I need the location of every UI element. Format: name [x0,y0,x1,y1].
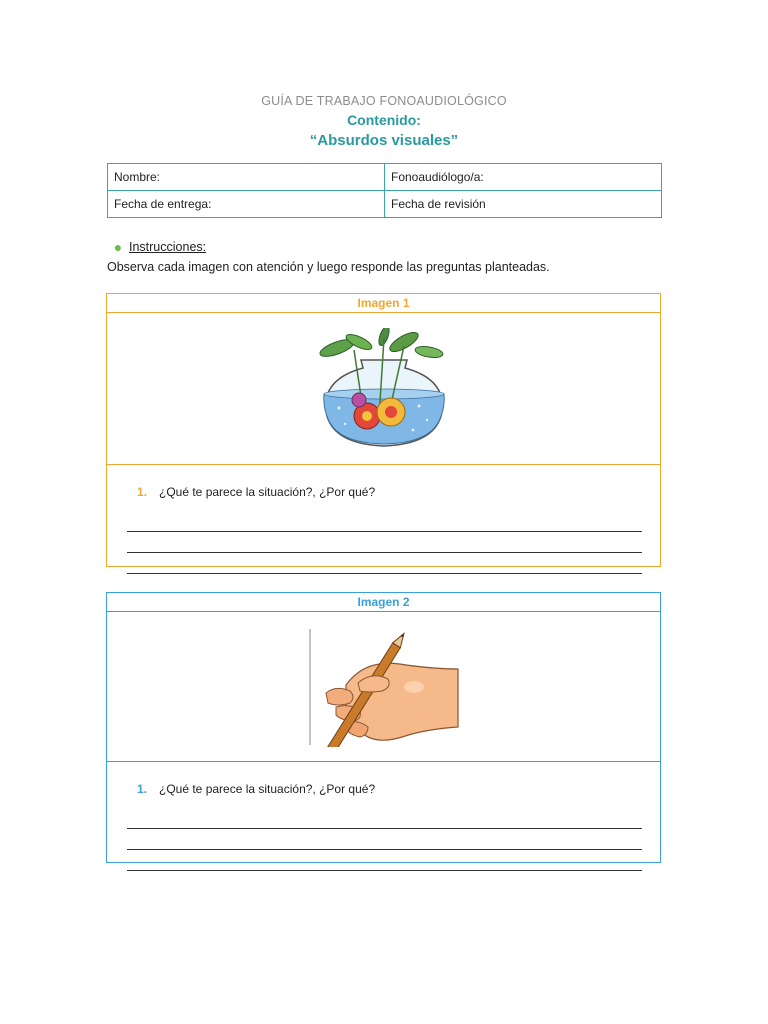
hand-holding-pencil-icon [306,627,462,747]
question-number: 1. [137,782,148,796]
instructions-title: Instrucciones: [129,240,207,254]
page-title: “Absurdos visuales” [309,132,459,149]
name-field[interactable]: Nombre: [108,164,385,191]
image-card-2 [106,592,661,863]
question-section [107,762,660,871]
question-section [107,465,660,574]
delivery-date-field[interactable]: Fecha de entrega: [108,191,385,218]
table-row [108,191,662,218]
answer-line[interactable] [127,553,642,574]
question-text: ¿Qué te parece la situación?, ¿Por qué? [159,485,376,499]
answer-line[interactable] [127,850,642,871]
answer-line[interactable] [127,808,642,829]
card-header: Imagen 1 [107,294,660,313]
header [0,92,768,152]
question-number: 1. [137,485,148,499]
student-info-table [107,163,662,218]
review-date-field[interactable]: Fecha de revisión [385,191,662,218]
guide-title: GUÍA DE TRABAJO FONOAUDIOLÓGICO [261,94,507,108]
answer-line[interactable] [127,511,642,532]
card-header: Imagen 2 [107,593,660,612]
therapist-field[interactable]: Fonoaudiólogo/a: [385,164,662,191]
instructions [107,238,667,276]
answer-lines [125,511,642,574]
content-label: Contenido: [347,112,421,128]
answer-line[interactable] [127,532,642,553]
instructions-text: Observa cada imagen con atención y luego responde las preguntas planteadas. [107,260,550,274]
card-image-area [107,612,660,762]
table-row [108,164,662,191]
bullet-icon: ● [113,239,123,255]
answer-lines [125,808,642,871]
answer-line[interactable] [127,829,642,850]
card-image-area [107,313,660,465]
fishbowl-with-plant-icon [309,328,459,450]
image-card-1 [106,293,661,567]
question-text: ¿Qué te parece la situación?, ¿Por qué? [159,782,376,796]
